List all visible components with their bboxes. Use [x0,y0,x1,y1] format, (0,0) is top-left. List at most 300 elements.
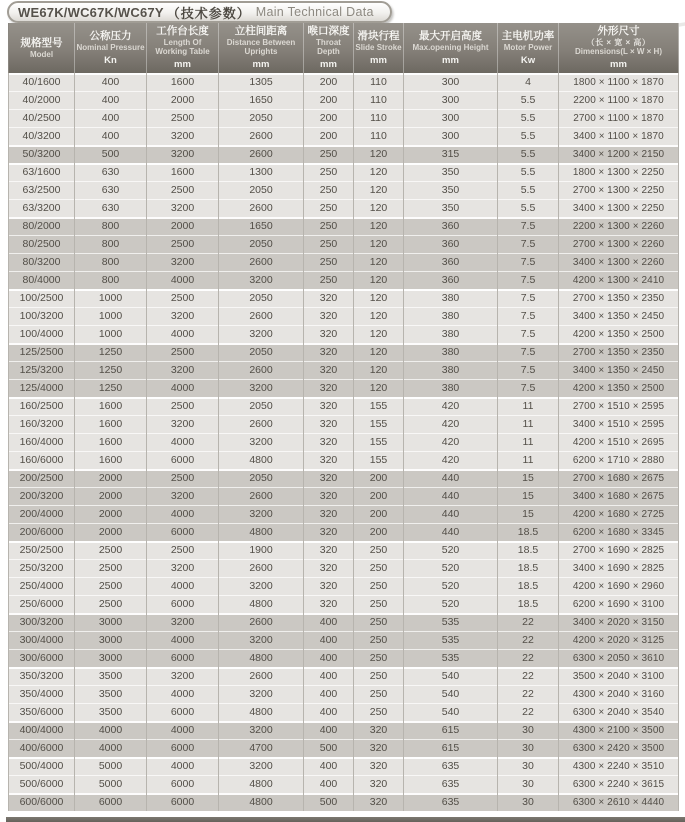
table-cell: 18.5 [498,559,559,577]
table-cell: 615 [404,721,498,739]
table-cell: 5.5 [498,199,559,217]
table-cell: 250 [354,685,404,703]
table-cell: 200 [304,73,354,91]
col-label-cn: 外形尺寸 [597,25,640,38]
table-cell: 500 [75,145,147,163]
table-cell: 6000 [147,739,219,757]
model-cell: 400/6000 [9,739,75,757]
table-cell: 320 [304,523,354,541]
table-cell: 800 [75,217,147,235]
table-cell: 635 [404,757,498,775]
table-cell: 120 [354,235,404,253]
table-cell: 360 [404,235,498,253]
model-cell: 80/2000 [9,217,75,235]
table-cell: 440 [404,487,498,505]
table-cell: 320 [304,361,354,379]
table-cell: 350 [404,181,498,199]
table-cell: 2050 [219,181,304,199]
table-row [9,775,679,793]
table-cell: 320 [354,739,404,757]
model-cell: 80/2500 [9,235,75,253]
table-cell: 380 [404,379,498,397]
model-cell: 80/4000 [9,271,75,289]
table-cell: 3200 [219,631,304,649]
model-cell: 350/4000 [9,685,75,703]
table-cell: 2050 [219,343,304,361]
table-cell: 2600 [219,361,304,379]
table-cell: 6000 [147,703,219,721]
table-cell: 400 [304,613,354,631]
table-cell: 11 [498,397,559,415]
table-row [9,559,679,577]
table-cell: 400 [75,127,147,145]
table-cell: 5.5 [498,145,559,163]
col-unit: mm [252,59,270,71]
table-cell: 250 [304,199,354,217]
table-cell: 7.5 [498,271,559,289]
table-cell: 3200 [219,685,304,703]
table-cell: 1250 [75,343,147,361]
table-cell: 380 [404,307,498,325]
table-cell: 30 [498,793,559,811]
table-cell: 4300 × 2040 × 3160 [559,685,679,703]
col-label-cn: 主电机功率 [501,29,555,42]
table-cell: 800 [75,271,147,289]
table-cell: 250 [354,649,404,667]
table-cell: 320 [304,397,354,415]
table-cell: 3200 [219,325,304,343]
table-cell: 3400 × 1100 × 1870 [559,127,679,145]
table-cell: 4800 [219,649,304,667]
table-cell: 250 [354,613,404,631]
model-cell: 100/4000 [9,325,75,343]
table-cell: 320 [304,469,354,487]
table-row [9,73,679,91]
table-cell: 4000 [147,325,219,343]
table-cell: 6000 [147,775,219,793]
table-cell: 2600 [219,613,304,631]
table-cell: 320 [304,415,354,433]
table-cell: 500 [304,793,354,811]
table-row [9,703,679,721]
header-cell [498,23,559,73]
table-cell: 22 [498,613,559,631]
table-cell: 6000 [147,793,219,811]
table-row [9,253,679,271]
table-cell: 22 [498,685,559,703]
table-cell: 120 [354,217,404,235]
table-cell: 3200 [147,613,219,631]
table-cell: 420 [404,433,498,451]
model-cell: 350/3200 [9,667,75,685]
table-cell: 400 [304,631,354,649]
table-cell: 320 [304,559,354,577]
table-row [9,739,679,757]
table-row [9,415,679,433]
table-cell: 2700 × 1350 × 2350 [559,289,679,307]
model-cell: 160/4000 [9,433,75,451]
table-cell: 3200 [147,415,219,433]
table-cell: 2500 [147,289,219,307]
table-cell: 3200 [147,127,219,145]
table-cell: 7.5 [498,379,559,397]
model-cell: 63/2500 [9,181,75,199]
table-cell: 4200 × 1300 × 2410 [559,271,679,289]
model-cell: 100/2500 [9,289,75,307]
table-cell: 250 [354,631,404,649]
table-cell: 5.5 [498,181,559,199]
model-cell: 350/6000 [9,703,75,721]
table-cell: 400 [75,73,147,91]
title-pill [7,1,392,23]
table-cell: 2050 [219,469,304,487]
table-cell: 4000 [147,379,219,397]
table-cell: 4000 [147,631,219,649]
table-cell: 2000 [75,505,147,523]
table-cell: 2600 [219,127,304,145]
table-row [9,523,679,541]
table-cell: 4200 × 1350 × 2500 [559,325,679,343]
table-cell: 2600 [219,415,304,433]
table-cell: 120 [354,253,404,271]
table-cell: 3200 [147,199,219,217]
col-label-cn: 公称压力 [89,29,132,42]
table-cell: 120 [354,379,404,397]
table-cell: 110 [354,127,404,145]
table-cell: 18.5 [498,523,559,541]
table-cell: 250 [354,595,404,613]
model-cell: 300/3200 [9,613,75,631]
table-cell: 5000 [75,757,147,775]
table-cell: 18.5 [498,541,559,559]
table-cell: 4000 [147,757,219,775]
table-cell: 800 [75,253,147,271]
table-cell: 7.5 [498,217,559,235]
table-cell: 2200 × 1100 × 1870 [559,91,679,109]
table-cell: 400 [304,685,354,703]
table-cell: 4000 [147,271,219,289]
table-cell: 3400 × 1350 × 2450 [559,361,679,379]
model-cell: 250/4000 [9,577,75,595]
model-cell: 250/3200 [9,559,75,577]
model-cell: 63/1600 [9,163,75,181]
table-cell: 200 [304,91,354,109]
table-cell: 4800 [219,523,304,541]
table-row [9,469,679,487]
spec-table [8,23,679,811]
table-row [9,667,679,685]
table-cell: 250 [354,703,404,721]
table-cell: 540 [404,685,498,703]
table-cell: 120 [354,163,404,181]
model-cell: 160/2500 [9,397,75,415]
table-cell: 1000 [75,289,147,307]
table-cell: 18.5 [498,595,559,613]
table-cell: 420 [404,415,498,433]
table-cell: 320 [304,487,354,505]
table-row [9,577,679,595]
table-cell: 110 [354,109,404,127]
table-cell: 400 [304,721,354,739]
table-row [9,487,679,505]
title-en-label: Main Technical Data [255,5,374,19]
table-cell: 2000 [75,469,147,487]
table-row [9,613,679,631]
model-cell: 160/6000 [9,451,75,469]
table-cell: 5000 [75,775,147,793]
table-cell: 3200 [147,667,219,685]
table-row [9,217,679,235]
table-cell: 3400 × 1690 × 2825 [559,559,679,577]
table-row [9,631,679,649]
table-cell: 6200 × 1680 × 3345 [559,523,679,541]
table-cell: 250 [354,667,404,685]
table-cell: 7.5 [498,361,559,379]
table-cell: 11 [498,433,559,451]
col-label-cn: 滑块行程 [357,29,400,42]
table-row [9,721,679,739]
table-cell: 120 [354,145,404,163]
model-cell: 100/3200 [9,307,75,325]
table-row [9,649,679,667]
table-cell: 380 [404,325,498,343]
table-cell: 2500 [147,541,219,559]
model-cell: 200/6000 [9,523,75,541]
table-cell: 3400 × 1300 × 2260 [559,253,679,271]
table-cell: 320 [304,379,354,397]
table-cell: 6300 × 2240 × 3615 [559,775,679,793]
table-cell: 250 [354,541,404,559]
table-cell: 320 [304,577,354,595]
table-cell: 22 [498,649,559,667]
col-label-en: Motor Power [503,42,553,52]
table-cell: 200 [304,109,354,127]
model-cell: 400/4000 [9,721,75,739]
table-cell: 4800 [219,595,304,613]
table-cell: 120 [354,289,404,307]
table-cell: 200 [354,523,404,541]
table-cell: 3400 × 1680 × 2675 [559,487,679,505]
table-cell: 3200 [219,379,304,397]
table-cell: 320 [354,793,404,811]
table-cell: 2500 [147,397,219,415]
table-row [9,181,679,199]
col-label-en: Max.opening Height [412,42,489,52]
table-cell: 3200 [219,757,304,775]
header-cell [219,23,304,73]
model-cell: 300/6000 [9,649,75,667]
table-cell: 3400 × 1300 × 2250 [559,199,679,217]
table-cell: 22 [498,667,559,685]
table-cell: 120 [354,325,404,343]
table-row [9,685,679,703]
table-cell: 3000 [75,649,147,667]
table-cell: 2700 × 1100 × 1870 [559,109,679,127]
table-row [9,289,679,307]
table-row [9,145,679,163]
model-cell: 50/3200 [9,145,75,163]
table-cell: 4800 [219,451,304,469]
table-cell: 250 [354,577,404,595]
col-label-cn: 立柱间距离 [234,25,288,38]
table-cell: 4800 [219,775,304,793]
table-cell: 635 [404,793,498,811]
col-unit: Kw [520,54,536,66]
table-cell: 6300 × 2050 × 3610 [559,649,679,667]
table-cell: 520 [404,559,498,577]
table-cell: 380 [404,289,498,307]
table-cell: 360 [404,253,498,271]
table-cell: 4200 × 1690 × 2960 [559,577,679,595]
table-cell: 6300 × 2420 × 3500 [559,739,679,757]
table-row [9,325,679,343]
col-label-en: Nominal Pressure [76,42,145,52]
table-cell: 540 [404,667,498,685]
table-cell: 4000 [147,721,219,739]
table-cell: 3200 [147,307,219,325]
model-cell: 500/4000 [9,757,75,775]
table-cell: 2500 [75,577,147,595]
model-cell: 200/4000 [9,505,75,523]
table-cell: 400 [304,775,354,793]
table-cell: 2600 [219,667,304,685]
col-label-cn: 规格型号 [20,37,63,50]
table-cell: 6000 [75,793,147,811]
model-cell: 40/1600 [9,73,75,91]
table-cell: 4000 [75,721,147,739]
table-cell: 250 [304,253,354,271]
table-cell: 320 [304,325,354,343]
table-cell: 420 [404,397,498,415]
table-cell: 3200 [219,577,304,595]
table-cell: 2000 [75,487,147,505]
table-cell: 3400 × 1350 × 2450 [559,307,679,325]
table-row [9,235,679,253]
table-cell: 3400 × 2020 × 3150 [559,613,679,631]
table-cell: 2000 [75,523,147,541]
header-cell [75,23,147,73]
table-row [9,541,679,559]
table-row [9,109,679,127]
table-cell: 155 [354,397,404,415]
table-cell: 315 [404,145,498,163]
model-cell: 40/2500 [9,109,75,127]
col-unit: mm [370,54,387,66]
table-cell: 1650 [219,217,304,235]
table-cell: 18.5 [498,577,559,595]
table-cell: 22 [498,631,559,649]
table-cell: 630 [75,199,147,217]
table-cell: 5.5 [498,91,559,109]
table-cell: 2600 [219,253,304,271]
col-label-en: Length Of Working Table [155,37,210,57]
table-cell: 120 [354,199,404,217]
table-cell: 420 [404,451,498,469]
table-row [9,397,679,415]
table-cell: 7.5 [498,289,559,307]
table-cell: 4000 [147,433,219,451]
table-cell: 30 [498,775,559,793]
table-cell: 3500 × 2040 × 3100 [559,667,679,685]
table-cell: 535 [404,649,498,667]
table-cell: 200 [304,127,354,145]
table-cell: 3200 [147,487,219,505]
table-cell: 1600 [75,433,147,451]
model-cell: 300/4000 [9,631,75,649]
col-label-en: Distance Between Uprights [226,37,296,57]
table-cell: 3500 [75,703,147,721]
header-cell [354,23,404,73]
table-cell: 350 [404,199,498,217]
table-cell: 440 [404,523,498,541]
model-cell: 125/3200 [9,361,75,379]
table-cell: 155 [354,415,404,433]
table-cell: 120 [354,343,404,361]
table-cell: 520 [404,595,498,613]
table-cell: 250 [304,271,354,289]
table-cell: 3000 [75,613,147,631]
table-cell: 5.5 [498,163,559,181]
table-cell: 500 [304,739,354,757]
table-row [9,451,679,469]
table-cell: 2500 [147,235,219,253]
model-series-title: WE67K/WC67K/WC67Y [18,4,164,20]
table-cell: 3200 [219,721,304,739]
col-unit: mm [442,54,459,66]
model-cell: 40/2000 [9,91,75,109]
table-cell: 1250 [75,361,147,379]
title-bar [7,1,392,23]
table-cell: 2000 [147,91,219,109]
table-cell: 2700 × 1510 × 2595 [559,397,679,415]
table-cell: 630 [75,163,147,181]
table-cell: 1600 [75,415,147,433]
table-cell: 3000 [75,631,147,649]
col-label-en: Model [29,49,54,59]
title-cn-label: （技术参数） [166,5,251,21]
table-cell: 1800 × 1300 × 2250 [559,163,679,181]
table-cell: 360 [404,271,498,289]
table-cell: 380 [404,343,498,361]
table-cell: 400 [304,649,354,667]
model-cell: 160/3200 [9,415,75,433]
bottom-edge-bar [6,817,685,822]
table-cell: 1600 [147,73,219,91]
model-cell: 200/3200 [9,487,75,505]
table-cell: 4200 × 1350 × 2500 [559,379,679,397]
spec-table-body [9,73,679,811]
table-row [9,127,679,145]
model-cell: 500/6000 [9,775,75,793]
table-cell: 4300 × 2240 × 3510 [559,757,679,775]
table-cell: 320 [354,775,404,793]
table-cell: 250 [304,181,354,199]
table-row [9,793,679,811]
header-cell [147,23,219,73]
table-cell: 320 [354,721,404,739]
table-cell: 2600 [219,145,304,163]
model-cell: 200/2500 [9,469,75,487]
table-cell: 7.5 [498,307,559,325]
table-cell: 120 [354,271,404,289]
table-cell: 1000 [75,325,147,343]
table-cell: 4000 [147,685,219,703]
table-cell: 635 [404,775,498,793]
table-cell: 1250 [75,379,147,397]
table-cell: 350 [404,163,498,181]
table-cell: 320 [354,757,404,775]
table-cell: 4800 [219,703,304,721]
